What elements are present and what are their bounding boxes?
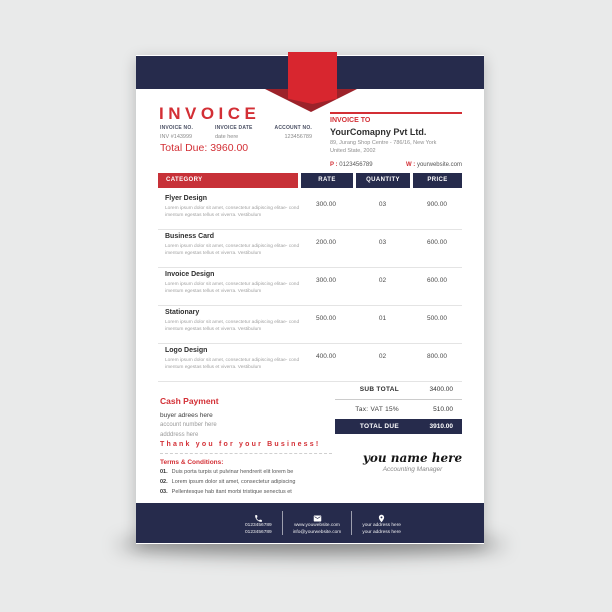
table-row — [158, 230, 462, 268]
terms-title: Terms & Conditions: — [160, 459, 224, 466]
invoice-to-block — [330, 117, 462, 168]
table-header-price: PRICE — [413, 173, 462, 188]
account-number-label: ACCOUNT NO. — [274, 125, 312, 131]
terms-block — [160, 459, 340, 496]
footer-phone-2: 0123456789 — [245, 530, 272, 535]
page-title: INVOICE — [159, 104, 261, 123]
totals-block — [335, 380, 462, 434]
table-header-rate: RATE — [301, 173, 353, 188]
footer-phone-1: 0123456789 — [245, 522, 272, 528]
client-address-line1: 89, Jurang Shop Centre - 786/16, New York — [330, 140, 437, 146]
payment-block — [160, 396, 219, 440]
invoice-date-value: date here — [214, 134, 239, 140]
phone-icon — [254, 510, 263, 520]
subtotal-row — [335, 380, 462, 400]
item-price: 600.00 — [427, 277, 447, 284]
payment-account-number: account number here — [160, 422, 217, 428]
invoice-date-label: INVOICE DATE — [214, 125, 253, 131]
item-rate: 200.00 — [316, 239, 336, 246]
website-value: yourwebsite.com — [416, 161, 462, 168]
invoice-date-block — [215, 125, 253, 140]
item-name: Stationary — [165, 309, 200, 316]
website-key: W : — [405, 161, 416, 168]
invoice-page — [136, 55, 484, 544]
table-row — [158, 192, 462, 230]
account-number-block — [275, 125, 312, 140]
phone-value: 0123456789 — [339, 161, 373, 168]
item-rate: 300.00 — [316, 277, 336, 284]
item-quantity: 01 — [378, 315, 387, 322]
total-due-value: 3910.00 — [429, 423, 453, 430]
email-icon — [313, 510, 322, 520]
payment-title: Cash Payment — [160, 396, 219, 406]
tax-row — [335, 400, 462, 419]
total-due-label: TOTAL DUE — [359, 423, 399, 430]
total-due-summary: Total Due: 3960.00 — [160, 142, 249, 154]
item-name: Logo Design — [165, 347, 208, 354]
account-number-value: 123456789 — [284, 134, 312, 140]
terms-item-text: Lorem ipsum dolor sit amet, consectetur adipiscing — [171, 479, 296, 486]
item-price: 500.00 — [427, 315, 447, 322]
tax-value: 510.00 — [433, 406, 453, 413]
invoice-number-value: INV #143999 — [160, 134, 193, 140]
item-description: Lorem ipsum dolor sit amet, consectetur adipiscing elitae- cond imentum egestas tellus et viverra. Vestibulum — [165, 358, 300, 371]
tax-label: Tax: VAT 15% — [355, 406, 399, 413]
item-quantity: 03 — [378, 201, 387, 208]
footer-contact-bar — [136, 503, 484, 543]
terms-item-number: 03. — [160, 489, 168, 496]
terms-item — [160, 479, 340, 486]
payment-address: adddress here — [160, 432, 199, 439]
total-due-row — [335, 419, 462, 434]
item-description: Lorem ipsum dolor sit amet, consectetur adipiscing elitae- cond imentum egestas tellus et viverra. Vestibulum — [165, 320, 300, 333]
invoice-to-divider — [330, 112, 462, 114]
item-name: Business Card — [165, 233, 215, 240]
ribbon-icon — [288, 52, 337, 104]
thank-you-message: Thank you for your Business! — [160, 441, 332, 454]
table-row — [158, 268, 462, 306]
table-row — [158, 344, 462, 382]
client-contact-row — [330, 162, 462, 168]
footer-email: info@yourwebsite.com — [292, 530, 342, 535]
signature-block — [350, 451, 475, 473]
terms-item-text: Duis porta turpis ut pulvinar hendrerit elit lorem be — [171, 469, 294, 475]
client-company-name: YourComapny Pvt Ltd. — [330, 127, 427, 137]
item-rate: 300.00 — [316, 201, 336, 208]
item-price: 900.00 — [427, 201, 447, 208]
client-website — [406, 162, 462, 168]
subtotal-value: 3400.00 — [429, 386, 453, 393]
invoice-meta — [160, 125, 312, 140]
item-quantity: 03 — [378, 239, 387, 246]
footer-address-1: your address here — [362, 522, 401, 528]
terms-item — [160, 489, 340, 496]
phone-key: P : — [330, 161, 338, 168]
table-row — [158, 306, 462, 344]
invoice-number-block — [160, 125, 193, 140]
signature-name: you name here — [362, 451, 463, 465]
footer-address-2: your address here — [362, 530, 401, 535]
invoice-number-label: INVOICE NO. — [160, 125, 194, 131]
client-phone — [330, 162, 373, 168]
table-header-quantity: QUANTITY — [356, 173, 410, 188]
footer-website: www.youwebsite.com — [294, 522, 340, 528]
item-description: Lorem ipsum dolor sit amet, consectetur adipiscing elitae- cond imentum egestas tellus et viverra. Vestibulum — [165, 282, 300, 295]
footer-email-column — [283, 510, 352, 537]
client-address-line2: United State, 2002 — [330, 147, 376, 154]
location-icon — [377, 510, 386, 520]
item-price: 800.00 — [427, 353, 447, 360]
item-quantity: 02 — [378, 277, 387, 284]
signature-role: Accounting Manager — [382, 466, 443, 473]
terms-item-number: 01. — [160, 469, 168, 475]
table-header-category: CATEGORY — [158, 173, 298, 188]
terms-item-text: Pellentesque hab itant morbi tristique senectus et — [171, 489, 292, 496]
subtotal-label: SUB TOTAL — [359, 386, 399, 393]
item-price: 600.00 — [427, 239, 447, 246]
item-rate: 500.00 — [316, 315, 336, 322]
item-rate: 400.00 — [316, 353, 336, 360]
terms-item-number: 02. — [160, 479, 168, 486]
invoice-to-label: INVOICE TO — [330, 117, 371, 124]
item-description: Lorem ipsum dolor sit amet, consectetur adipiscing elitae- cond imentum egestas tellus et viverra. Vestibulum — [165, 206, 300, 219]
item-quantity: 02 — [378, 353, 387, 360]
item-description: Lorem ipsum dolor sit amet, consectetur adipiscing elitae- cond imentum egestas tellus et viverra. Vestibulum — [165, 244, 300, 257]
item-name: Flyer Design — [165, 195, 208, 202]
item-name: Invoice Design — [165, 271, 215, 278]
footer-phone-column — [235, 510, 282, 537]
footer-address-column — [352, 510, 411, 537]
payment-buyer-address: buyer adrees here — [160, 412, 213, 419]
terms-item — [160, 469, 340, 476]
